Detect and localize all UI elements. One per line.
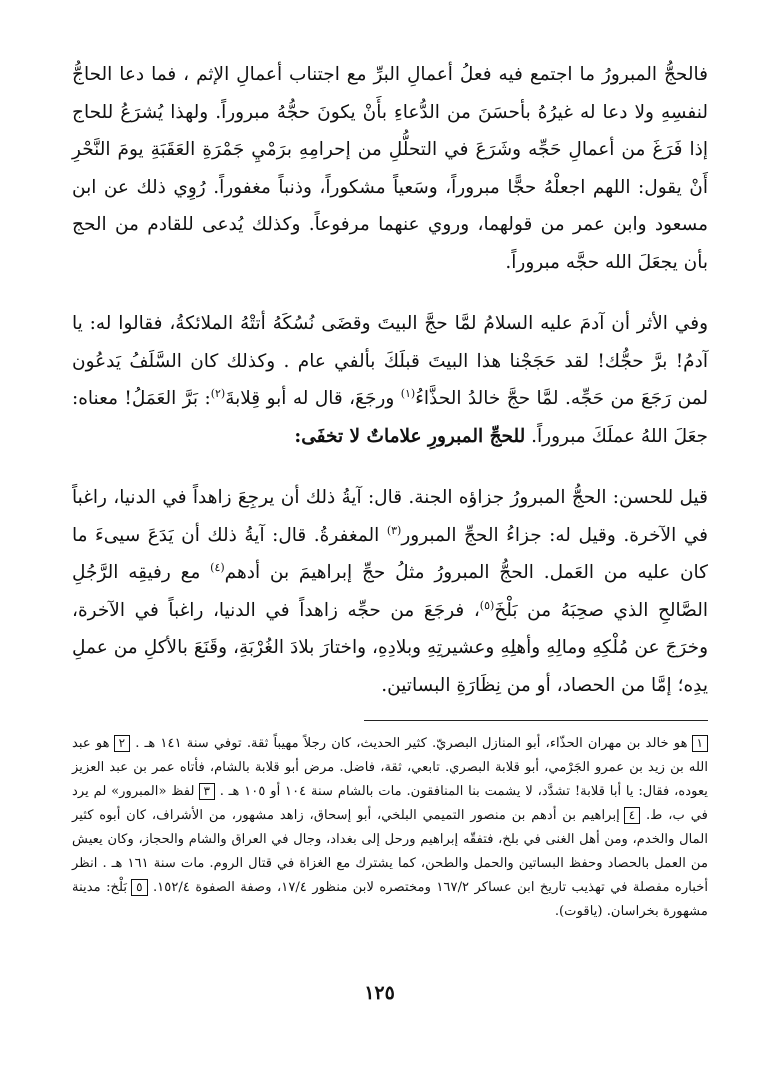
footnote-number-5: ٥ <box>131 879 147 896</box>
paragraph-3-part-c: مع رفيقِه الرَّجُلِ الصَّالحِ الذي صحِبَهُ من بَلْخَ <box>72 562 708 621</box>
footnote-ref-5: (٥) <box>479 598 495 612</box>
paragraph-2-part-a: وفي الأثر أن آدمَ عليه السلامُ لمَّا حجَّ البيتَ وقضَى نُسُكَهُ أتتْهُ الملائكةُ، فقالوا له: يا آدمُ! برَّ حجُّك! لقد حَجَجْنا هذا البيتَ قبلَكَ بألفي عام . وكذلك كان السَّلَفُ يَدعُون لمن رَجَعَ من حَجِّه. لمَّا حجَّ خالدُ الحذَّاءُ <box>72 313 709 409</box>
paragraph-1: فالحجُّ المبرورُ ما اجتمع فيه فعلُ أعمالِ البرِّ مع اجتناب أعمالِ الإثم ، فما دعا الحاجُّ لنفسِهِ ولا دعا له غيرُهُ بأحسَنَ من الدُّعاءِ بأَنْ يكونَ حجُّهُ مبروراً. ولهذا يُشرَعُ للحاج إذا فَرَغَ من أعمالِ حَجِّه وشَرَعَ في التحلُّلِ من إحرامِهِ برَمْيِ جَمْرَةِ العَقَبَةِ يومَ النَّحْرِ أَنْ يقول: اللهم اجعلْهُ حجًّا مبروراً، وسَعياً مشكوراً، وذنباً مغفوراً. رُوِي ذلك عن ابن مسعود وابن عمر من قولهما، وروي عنهما مرفوعاً. وكذلك يُدعى للقادم من الحج بأن يجعَلَ الله حجَّه مبروراً. <box>72 64 708 273</box>
footnote-ref-1: (١) <box>400 386 416 400</box>
paragraph-3-part-b: المغفرةُ. قال: آيةُ ذلك أن يَدَعَ سيىءَ ما كان عليه من العَمل. الحجُّ المبرورُ مثلُ حجِّ إبراهيمَ بن أدهم <box>72 524 708 583</box>
footnote-5: بَلْخ: مدينة مشهورة بخراسان. (ياقوت). <box>72 880 708 919</box>
footnotes <box>72 732 708 924</box>
footnote-3: لفظ «المبرور» لم يرد في ب، ط. <box>72 784 708 823</box>
paragraph-2 <box>72 305 708 455</box>
paragraph-3-part-d: ، فرجَعَ من حجِّه زاهداً في الدنيا، راغباً في الآخرة، وخرَجَ عن مُلْكِهِ ومالِهِ وأهلِهِ وعشيرتِهِ وبلادِهِ، واختارَ بلادَ الغُرْبَةِ، وقَنَعَ بالأكلِ من عملِ يدِه؛ إمَّا من الحصاد، أو من نِظَارَةِ البساتين. <box>72 599 708 696</box>
footnote-ref-4: (٤) <box>210 560 225 574</box>
paragraph-3 <box>72 479 708 704</box>
footnote-2: هو عبد الله بن زيد بن عمرو الجَرْمي، أبو قلابة البصري. تابعي، ثقة، فاضل. مرض أبو قلابة بالشام، فأتاه عمر بن عبد العزيز يعوده، فقال: يا أبا قلابة! تشدَّد، لا يشمت بنا المنافقون. مات بالشام سنة ١٠٤ أو ١٠٥ هـ . <box>72 736 708 799</box>
paragraph-2-part-b: ورجَعَ، قال له أبو قِلابةَ <box>225 388 401 409</box>
footnote-separator <box>364 720 708 721</box>
main-text <box>72 56 708 704</box>
footnote-number-3: ٣ <box>199 783 215 800</box>
footnote-ref-3: (٣) <box>386 523 402 537</box>
footnote-1: هو خالد بن مهران الحذّاء، أبو المنازل البصريّ. كثير الحديث، كان رجلاً مهيباً ثقة. توفي سنة ١٤١ هـ . <box>135 736 688 751</box>
page-number: ١٢٥ <box>364 982 395 1004</box>
footnotes-block <box>72 732 708 924</box>
paragraph-2-bold-heading: للحجِّ المبرورِ علاماتٌ لا تخفَى: <box>294 425 526 447</box>
footnote-number-1: ١ <box>692 735 708 752</box>
footnote-number-4: ٤ <box>624 807 640 824</box>
paragraph-2-part-c: : بَرَّ العَمَلُ! معناه: جعَلَ اللهُ عملَكَ مبروراً. <box>72 388 708 447</box>
footnote-ref-2: (٢) <box>210 386 226 400</box>
paragraph-3-part-a: قيل للحسن: الحجُّ المبرورُ جزاؤه الجنة. قال: آيةُ ذلك أن يرجِعَ زاهداً في الدنيا، راغباً في الآخرة. وقيل له: جزاءُ الحجِّ المبرور <box>72 487 709 546</box>
footnote-number-2: ٢ <box>114 735 130 752</box>
footnote-4: إبراهيم بن أدهم بن منصور التميمي البلخي، أبو إسحاق، زاهد مشهور، من الأشراف، كان أبوه كثير المال والخدم، ومن أهل الغنى في بلخ، فتفقّه إبراهيم ورحل إلى بغداد، وجال في العراق والشام والحجاز، وكان يعيش من العمل بالحصاد وحفظ البساتين والحمل والطحن، كما يشترك مع الغزاة في قتال الروم. مات سنة ١٦١ هـ . انظر أخباره مفصلة في تهذيب تاريخ ابن عساكر ١٦٧/٢ ومختصره لابن منظور ١٧/٤، وصفة الصفوة ١٥٢/٤. <box>72 808 709 895</box>
